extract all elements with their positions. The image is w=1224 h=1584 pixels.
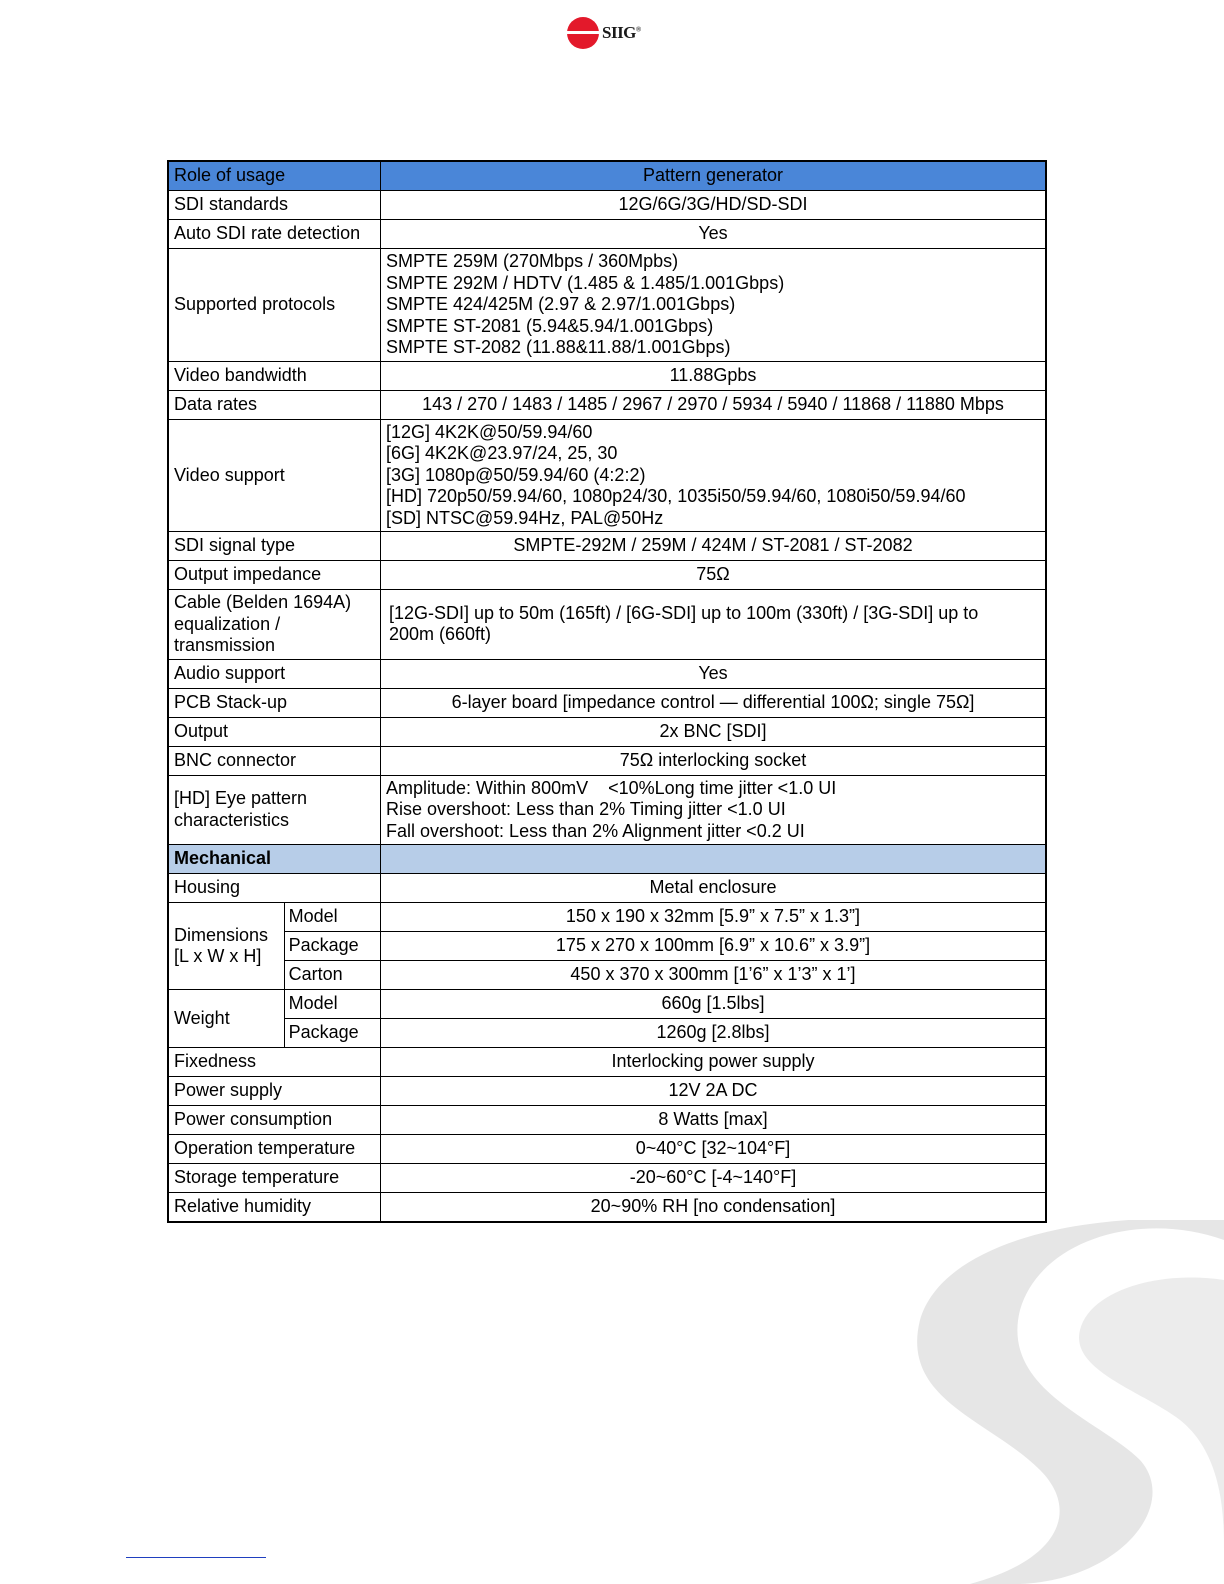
table-row bbox=[168, 1077, 1046, 1106]
mechanical-section-header bbox=[168, 845, 1046, 874]
table-row bbox=[168, 361, 1046, 390]
row-value: 11.88Gpbs bbox=[381, 361, 1047, 390]
table-row bbox=[168, 1164, 1046, 1193]
table-row bbox=[168, 775, 1046, 845]
row-value: Yes bbox=[381, 659, 1047, 688]
row-value: 0~40°C [32~104°F] bbox=[381, 1135, 1047, 1164]
table-row bbox=[168, 990, 1046, 1019]
table-row bbox=[168, 961, 1046, 990]
row-value: -20~60°C [-4~140°F] bbox=[381, 1164, 1047, 1193]
siig-s-watermark bbox=[840, 1220, 1224, 1584]
table-row bbox=[168, 561, 1046, 590]
footer-link-underline bbox=[126, 1557, 266, 1558]
row-label: Data rates bbox=[168, 390, 381, 419]
role-label: Role of usage bbox=[168, 161, 381, 191]
table-row bbox=[168, 419, 1046, 532]
video-line: [SD] NTSC@59.94Hz, PAL@50Hz bbox=[386, 507, 664, 528]
siig-logo-icon bbox=[566, 16, 600, 50]
row-value: 12G/6G/3G/HD/SD-SDI bbox=[381, 191, 1047, 220]
row-value: 20~90% RH [no condensation] bbox=[381, 1193, 1047, 1223]
section-title: Mechanical bbox=[168, 845, 381, 874]
row-label: BNC connector bbox=[168, 746, 381, 775]
row-value: 150 x 190 x 32mm [5.9” x 7.5” x 1.3”] bbox=[381, 903, 1047, 932]
row-value: Interlocking power supply bbox=[381, 1048, 1047, 1077]
row-value: 75Ω interlocking socket bbox=[381, 746, 1047, 775]
sub-label: Package bbox=[284, 932, 380, 961]
row-label: Cable (Belden 1694A) equalization / transmission bbox=[168, 590, 381, 660]
row-label: Housing bbox=[168, 874, 381, 903]
row-value: 75Ω bbox=[381, 561, 1047, 590]
protocol-line: SMPTE 424/425M (2.97 & 2.97/1.001Gbps) bbox=[386, 294, 736, 314]
row-value: [12G-SDI] up to 50m (165ft) / [6G-SDI] up to 100m (330ft) / [3G-SDI] up to 200m (660ft) bbox=[381, 590, 1047, 660]
row-value bbox=[381, 249, 1047, 362]
video-line: [HD] 720p50/59.94/60, 1080p24/30, 1035i50/59.94/60, 1080i50/59.94/60 bbox=[386, 486, 966, 506]
row-label: Power consumption bbox=[168, 1106, 381, 1135]
row-label: Storage temperature bbox=[168, 1164, 381, 1193]
protocol-line: SMPTE ST-2082 (11.88&11.88/1.001Gbps) bbox=[386, 337, 731, 357]
sub-label: Carton bbox=[284, 961, 380, 990]
row-value: SMPTE-292M / 259M / 424M / ST-2081 / ST-2082 bbox=[381, 532, 1047, 561]
video-line: [12G] 4K2K@50/59.94/60 bbox=[386, 421, 593, 442]
table-header-row bbox=[168, 161, 1046, 191]
table-row bbox=[168, 717, 1046, 746]
table-row bbox=[168, 932, 1046, 961]
row-label: Audio support bbox=[168, 659, 381, 688]
dimensions-label: Dimensions [L x W x H] bbox=[168, 903, 284, 990]
row-label: SDI standards bbox=[168, 191, 381, 220]
table-row bbox=[168, 746, 1046, 775]
row-value: Yes bbox=[381, 220, 1047, 249]
row-value: 450 x 370 x 300mm [1’6” x 1’3” x 1’] bbox=[381, 961, 1047, 990]
row-value: 8 Watts [max] bbox=[381, 1106, 1047, 1135]
siig-logo bbox=[566, 14, 641, 52]
row-value: 2x BNC [SDI] bbox=[381, 717, 1047, 746]
row-value: 6-layer board [impedance control — differential 100Ω; single 75Ω] bbox=[381, 688, 1047, 717]
table-row bbox=[168, 532, 1046, 561]
row-label: SDI signal type bbox=[168, 532, 381, 561]
row-value: Metal enclosure bbox=[381, 874, 1047, 903]
spec-table bbox=[167, 160, 1047, 1223]
table-row bbox=[168, 659, 1046, 688]
protocol-line: SMPTE 259M (270Mbps / 360Mpbs) bbox=[386, 251, 679, 271]
eye-line: Rise overshoot: Less than 2% Timing jitter <1.0 UI bbox=[386, 799, 786, 819]
protocol-line: SMPTE ST-2081 (5.94&5.94/1.001Gbps) bbox=[386, 315, 714, 336]
sub-label: Model bbox=[284, 990, 380, 1019]
row-label: Output impedance bbox=[168, 561, 381, 590]
row-value: 143 / 270 / 1483 / 1485 / 2967 / 2970 / 5934 / 5940 / 11868 / 11880 Mbps bbox=[381, 390, 1047, 419]
logo-wordmark: SIIG® bbox=[602, 23, 641, 42]
table-row bbox=[168, 249, 1046, 362]
sub-label: Model bbox=[284, 903, 380, 932]
row-value: 175 x 270 x 100mm [6.9” x 10.6” x 3.9”] bbox=[381, 932, 1047, 961]
row-label: Power supply bbox=[168, 1077, 381, 1106]
eye-line: Fall overshoot: Less than 2% Alignment jitter <0.2 UI bbox=[386, 820, 805, 841]
table-row bbox=[168, 903, 1046, 932]
weight-label: Weight bbox=[168, 990, 284, 1048]
row-label: Operation temperature bbox=[168, 1135, 381, 1164]
row-value: 1260g [2.8lbs] bbox=[381, 1019, 1047, 1048]
row-label: Output bbox=[168, 717, 381, 746]
row-label: Auto SDI rate detection bbox=[168, 220, 381, 249]
row-value: 12V 2A DC bbox=[381, 1077, 1047, 1106]
row-label: Relative humidity bbox=[168, 1193, 381, 1223]
section-empty bbox=[381, 845, 1047, 874]
row-label: Supported protocols bbox=[168, 249, 381, 362]
table-row bbox=[168, 220, 1046, 249]
table-row bbox=[168, 191, 1046, 220]
role-value: Pattern generator bbox=[381, 161, 1047, 191]
row-value: 660g [1.5lbs] bbox=[381, 990, 1047, 1019]
row-value bbox=[381, 775, 1047, 845]
table-row bbox=[168, 1048, 1046, 1077]
table-row bbox=[168, 688, 1046, 717]
table-row bbox=[168, 1193, 1046, 1223]
table-row bbox=[168, 390, 1046, 419]
table-row bbox=[168, 874, 1046, 903]
row-label: Fixedness bbox=[168, 1048, 381, 1077]
sub-label: Package bbox=[284, 1019, 380, 1048]
row-label: PCB Stack-up bbox=[168, 688, 381, 717]
row-label: Video support bbox=[168, 419, 381, 532]
protocol-line: SMPTE 292M / HDTV (1.485 & 1.485/1.001Gbps) bbox=[386, 272, 785, 293]
row-label: [HD] Eye pattern characteristics bbox=[168, 775, 381, 845]
table-row bbox=[168, 1106, 1046, 1135]
table-row bbox=[168, 590, 1046, 660]
row-label: Video bandwidth bbox=[168, 361, 381, 390]
row-value bbox=[381, 419, 1047, 532]
table-row bbox=[168, 1135, 1046, 1164]
eye-line: Amplitude: Within 800mV <10%Long time jitter <1.0 UI bbox=[386, 777, 837, 798]
video-line: [6G] 4K2K@23.97/24, 25, 30 bbox=[386, 443, 618, 463]
table-row bbox=[168, 1019, 1046, 1048]
video-line: [3G] 1080p@50/59.94/60 (4:2:2) bbox=[386, 464, 646, 485]
